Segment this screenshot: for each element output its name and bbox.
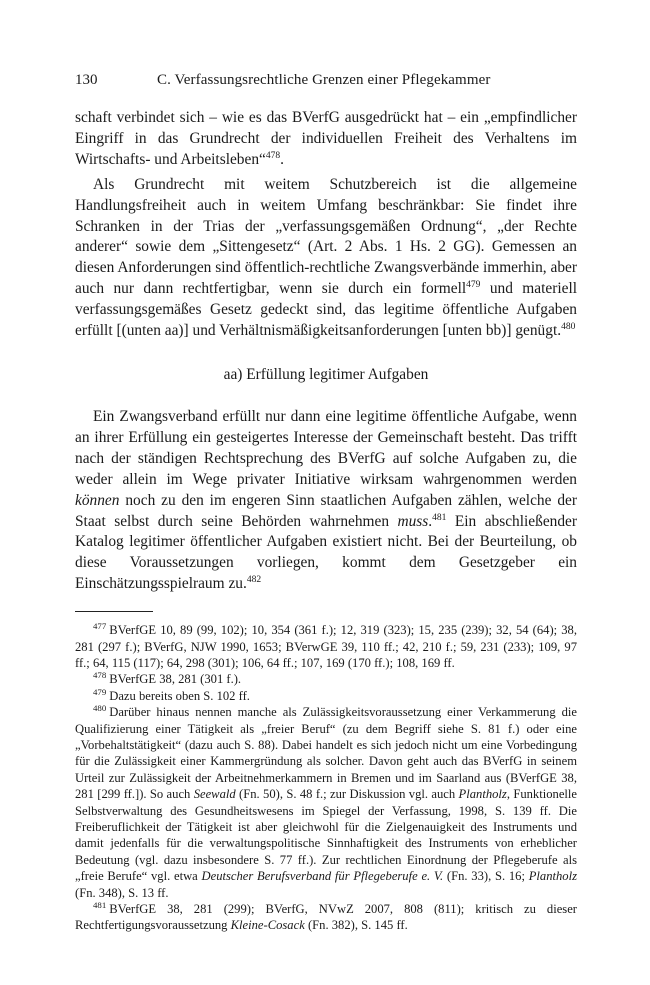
footnote-ref: 478 <box>265 149 281 161</box>
footnote-479: $^{479}$ Dazu bereits oben S. 102 ff. <box>93 686 250 703</box>
section-heading: aa) Erfüllung legitimer Aufgaben <box>223 365 429 383</box>
emphasis: Seewald <box>193 787 236 802</box>
footnote-number: 480 <box>93 702 107 713</box>
footnote-ref: 479 <box>466 279 481 291</box>
footnote-ref: 480 <box>561 320 576 332</box>
emphasis: Plantholz <box>458 787 507 802</box>
emphasis: Deutscher Berufsverband für Pflegeberufe e. V. <box>201 869 444 884</box>
page-number: 130 <box>75 72 98 88</box>
book-page <box>75 70 577 934</box>
emphasis: Kleine-Cosack <box>230 918 305 933</box>
page-header <box>75 70 577 90</box>
emphasis: Plantholz <box>528 869 577 884</box>
footnote-480: $^{480}$ Darüber hinaus nennen manche als Zulässigkeitsvoraussetzung einer Verkammerung die Qualifizierung einer Tätigkeit als „freier Beruf“ (zu dem Begriff siehe S. 81 f.) oder eine „Vorbehaltstätigkeit“ (dazu auch S. 88). Dabei handelt es sich jedoch nicht um eine Vorbedingung für die Zulässigkeit einer Kammergründung als solcher. Davon geht auch das BVerfG in seinem Urteil zur Zulässigkeit der Arbeitnehmerkammern in Bremen und im Saarland aus (BVerfGE 38, 281 [299 ff.]). So auch Seewald (Fn. 50), S. 48 f.; zur Diskussion vgl. auch Plantholz, Funktionelle Selbstverwaltung des Gesundheitswesens im Spiegel der Verfassung, 1998, S. 139 ff. Die Freiberuflichkeit der Tätigkeit ist aber gleichwohl für die Zielgenauigkeit des Instruments und damit jedenfalls für die verwaltungspolitische Sinnhaftigkeit des Instruments von erheblicher Bedeutung (vgl. dazu insbesondere S. 77 ff.). Zur rechtlichen Einordnung der Pflegeberufe als „freie Berufe“ vgl. etwa Deutscher Berufsverband für Pflegeberufe e. V. (Fn. 33), S. 16; Plantholz (Fn. 348), S. 13 ff. <box>75 702 578 900</box>
footnote-divider <box>75 611 153 612</box>
running-title: C. Verfassungsrechtliche Grenzen einer Pflegekammer <box>157 72 491 88</box>
paragraph: Ein Zwangsverband erfüllt nur dann eine legitime öffentliche Aufgabe, wenn an ihrer Erfüllung ein gesteigertes Interesse der Gemeinschaft besteht. Das trifft nach der ständigen Rechtsprechung des BVerfG auf solche Aufgaben zu, die weder allein im Wege privater Initiative wirksam wahrgenommen werden können noch zu den im engeren Sinn staatlichen Aufgaben zählen, welche der Staat selbst durch seine Behörden wahrnehmen muss.$^{481}$ Ein abschließender Katalog legitimer öffentlicher Aufgaben existiert nicht. Bei der Beurteilung, ob diese Voraussetzungen vorliegen, kommt dem Gesetzgeber ein Einschätzungsspielraum zu.$^{482}$ <box>75 407 577 593</box>
footnote-481: $^{481}$ BVerfGE 38, 281 (299); BVerfG, NVwZ 2007, 808 (811); kritisch zu dieser Rechtfertigungsvoraussetzung Kleine-Cosack (Fn. 382), S. 145 ff. <box>75 899 577 933</box>
paragraph: Als Grundrecht mit weitem Schutzbereich ist die allgemeine Handlungsfreiheit auch in weitem Umfang beschränkbar: Sie findet ihre Schranken in der Trias der „verfassungsgemäßen Ordnung“, „der Rechte anderer“ sowie dem „Sittengesetz“ (Art. 2 Abs. 1 Hs. 2 GG). Gemessen an diesen Anforderungen sind öffentlich-rechtliche Zwangsverbände immerhin, aber auch nur dann rechtfertigbar, wenn sie durch ein formell$^{479}$ und materiell verfassungsgemäßes Gesetz gedeckt sind, das legitime öffentliche Aufgaben erfüllt [(unten aa)] und Verhältnismäßigkeitsanforderungen [unten bb)] genügt.$^{480}$ <box>75 175 577 340</box>
emphasis: muss <box>397 512 429 530</box>
paragraph: schaft verbindet sich – wie es das BVerfG ausgedrückt hat – ein „empfindlicher Eingriff in das Grundrecht der individuellen Freiheit des Verhaltens im Wirtschafts- und Arbeitsleben“$^{478}$. <box>75 109 577 168</box>
emphasis: können <box>75 491 120 509</box>
footnote-ref: 481 <box>432 511 447 523</box>
footnote-number: 479 <box>93 686 107 697</box>
main-text <box>75 108 577 595</box>
footnote-number: 478 <box>93 670 107 681</box>
footnote-477: $^{477}$ BVerfGE 10, 89 (99, 102); 10, 354 (361 f.); 12, 319 (323); 15, 235 (239); 32, 54 (64); 38, 281 (297 f.); BVerfG, NJW 1990, 1653; BVerwGE 39, 110 ff.; 42, 210 f.; 59, 231 (233); 109, 97 ff.; 64, 115 (117); 64, 298 (301); 106, 64 ff.; 107, 169 (170 ff.); 108, 169 ff. <box>75 620 577 670</box>
footnotes <box>75 622 577 934</box>
footnote-number: 477 <box>93 620 107 631</box>
footnote-number: 481 <box>93 899 107 910</box>
footnote-478: $^{478}$ BVerfGE 38, 281 (301 f.). <box>93 670 242 687</box>
footnote-ref: 482 <box>246 574 262 586</box>
